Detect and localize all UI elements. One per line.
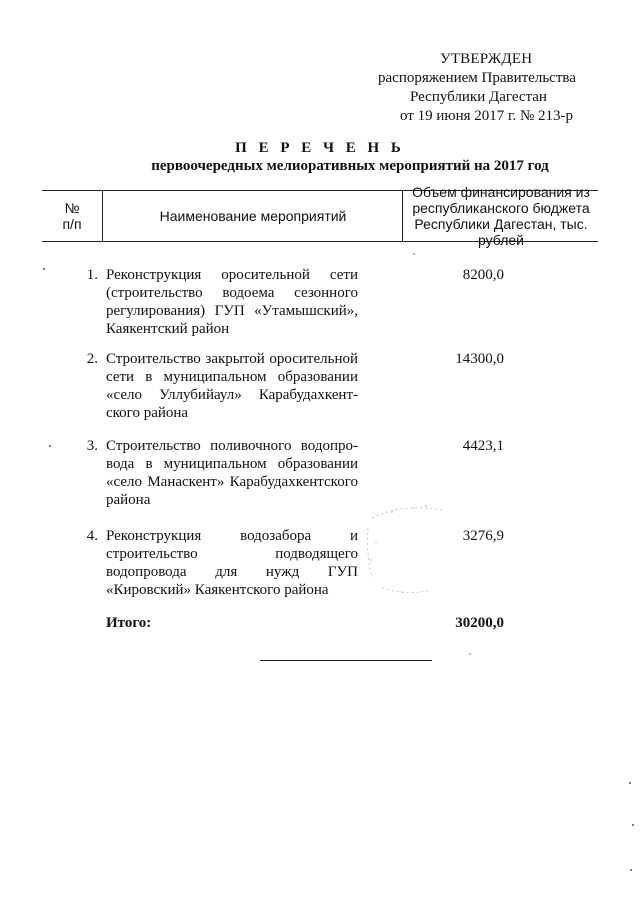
row-amount: 8200,0: [462, 267, 504, 283]
approval-block: [370, 50, 600, 126]
document-title: П Е Р Е Ч Е Н Ь: [235, 140, 405, 156]
faint-stamp-mark: [362, 498, 452, 598]
header-amount-text: Объем финансирования из республиканского бюджета Республики Дагестан, тыс. рублей: [412, 184, 590, 248]
header-name-text: Наименование мероприятий: [159, 208, 347, 224]
row-name: Реконструкция оросительной сети (строительство водоема сезонного регулирования) ГУП «Утамышский», Каякентский район: [106, 267, 358, 337]
total-label: Итого:: [106, 615, 152, 631]
header-number-text: № п/п: [62, 200, 82, 232]
row-amount: 3276,9: [462, 528, 504, 544]
total-value: 30200,0: [455, 615, 504, 631]
row-number: 2.: [86, 351, 98, 367]
row-amount: 4423,1: [462, 438, 504, 454]
row-name: Строительство закрытой оросительной сети в муниципальном образовании «село Уллубийаул» Карабудахкентского района: [106, 351, 358, 421]
approval-line-1: распоряжением Правительства: [378, 70, 576, 86]
row-name: Строительство поливочного водопровода в муниципальном образовании «село Манаскент» Карабудахкентского района: [106, 438, 358, 508]
document-subtitle: первоочередных мелиоративных мероприятий на 2017 год: [151, 158, 549, 174]
header-number: [42, 191, 102, 241]
header-amount: [402, 184, 599, 248]
header-name: [102, 191, 403, 241]
row-number: 1.: [86, 267, 98, 283]
row-number: 4.: [86, 528, 98, 544]
row-amount: 14300,0: [455, 351, 504, 367]
approval-line-3: от 19 июня 2017 г. № 213-р: [400, 108, 574, 124]
table-header: [42, 184, 598, 248]
row-name: Реконструкция водозабора и строительство подводящего водопровода для нужд ГУП «Кировский» Каякентского района: [106, 528, 358, 598]
row-number: 3.: [86, 438, 98, 454]
approval-line-2: Республики Дагестан: [410, 89, 547, 105]
end-divider: [260, 660, 432, 661]
approval-title: УТВЕРЖДЕН: [440, 51, 533, 67]
